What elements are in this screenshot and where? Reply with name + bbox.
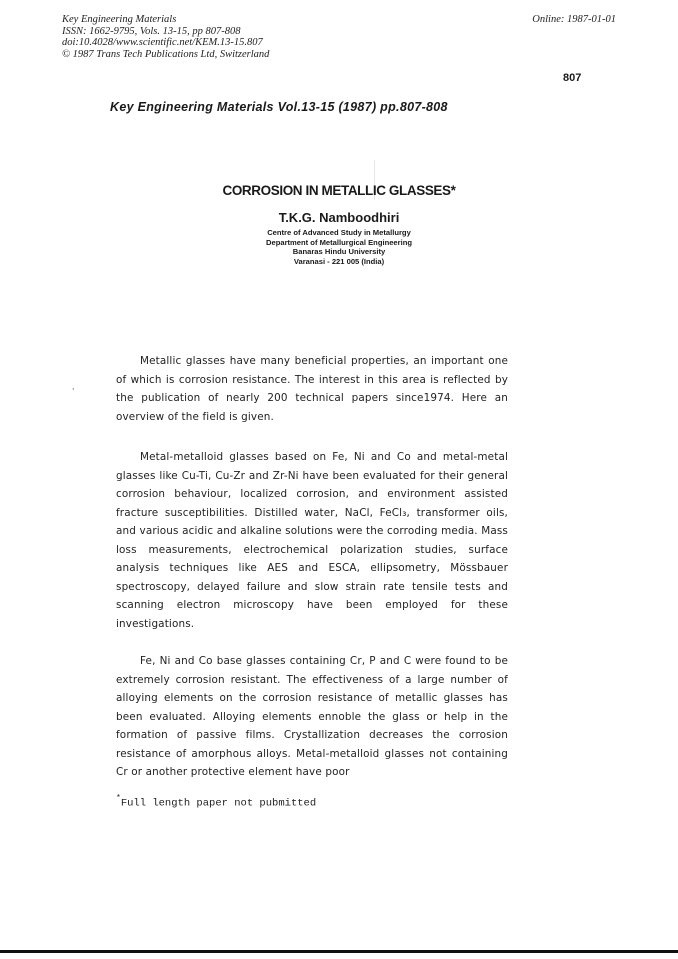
author-affiliation: [0, 228, 678, 266]
online-date: Online: 1987-01-01: [532, 14, 616, 25]
copyright-line: © 1987 Trans Tech Publications Ltd, Switzerland: [62, 48, 270, 60]
journal-name: Key Engineering Materials: [62, 14, 177, 25]
page-number: 807: [563, 72, 582, 84]
footnote: [116, 795, 316, 810]
footnote-text: Full length paper not pubmitted: [120, 797, 317, 810]
affiliation-line: Department of Metallurgical Engineering: [266, 237, 412, 247]
affiliation-line: Centre of Advanced Study in Metallurgy: [267, 228, 411, 237]
citation-metadata: [62, 14, 269, 60]
affiliation-line: Varanasi - 221 005 (India): [293, 256, 385, 266]
article-title: CORROSION IN METALLIC GLASSES*: [222, 183, 456, 198]
bottom-rule: [0, 950, 678, 953]
doi-line[interactable]: doi:10.4028/www.scientific.net/KEM.13-15.807: [62, 37, 263, 48]
issn-line: ISSN: 1662-9795, Vols. 13-15, pp 807-808: [62, 25, 241, 37]
paragraph-text: Fe, Ni and Co base glasses containing Cr, P and C were found to be extremely corrosion resistant. The effectiveness of a large number of alloying elements on the corrosion resistance of metallic glasses has been evaluated. Alloying elements ennoble the glass or help in the formation of passive films. Crystallization decreases the corrosion resistance of amorphous alloys. Metal-metalloid glasses not containing Cr or another protective element have poor: [116, 655, 508, 778]
footnote-mark: *: [116, 794, 121, 803]
author-name: T.K.G. Namboodhiri: [278, 210, 400, 225]
affiliation-line: Banaras Hindu University: [292, 247, 386, 256]
paragraph-text: Metallic glasses have many beneficial properties, an important one of which is corrosion resistance. The interest in this area is reflected by the publication of nearly 200 technical papers since1974. Here an overview of the field is given.: [116, 355, 508, 423]
running-head: Key Engineering Materials Vol.13-15 (1987) pp.807-808: [110, 100, 448, 114]
body-paragraph: [116, 652, 508, 782]
paragraph-text: Metal-metalloid glasses based on Fe, Ni and Co and metal-metal glasses like Cu-Ti, Cu-Zr and Zr-Ni have been evaluated for their general corrosion behaviour, localized corrosion, and environment assisted fracture susceptibilities. Distilled water, NaCl, FeCl₃, transformer oils, and various acidic and alkaline solutions were the corroding media. Mass loss measurements, electrochemical polarization studies, surface analysis techniques like AES and ESCA, ellipsometry, Mössbauer spectroscopy, delayed failure and slow strain rate tensile tests and scanning electron microscopy have been employed for these investigations.: [116, 451, 508, 630]
body-paragraph: [116, 352, 508, 426]
scan-speck: ,: [72, 382, 75, 391]
body-paragraph: [116, 448, 508, 633]
